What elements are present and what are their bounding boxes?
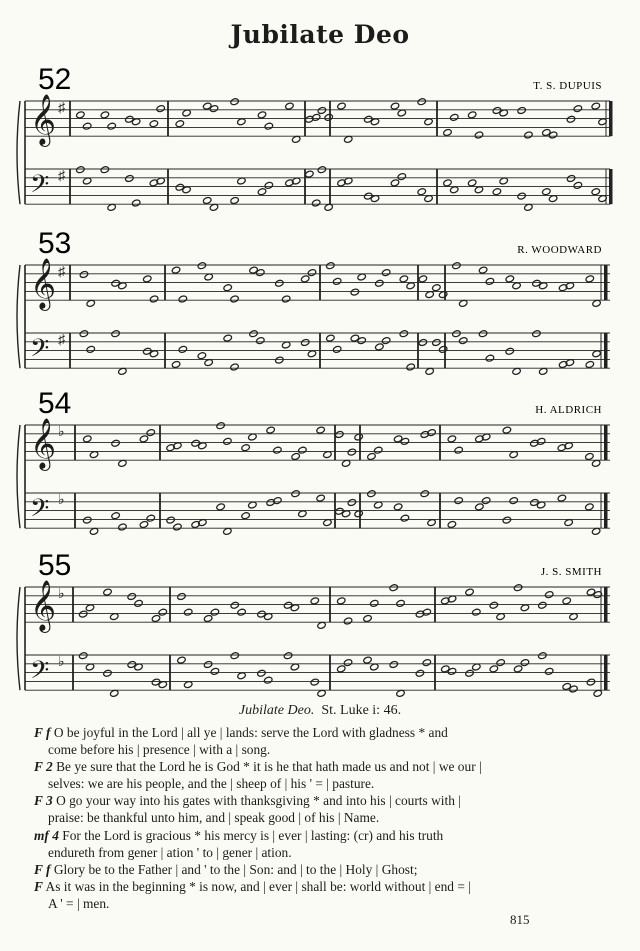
chant-number: 52: [38, 63, 72, 96]
chant-number: 54: [38, 387, 72, 420]
verse-4: mf 4 For the Lord is gracious * his mercy is | ever | lasting: (cr) and his truth: [34, 827, 444, 843]
verse-6: F As it was in the beginning * is now, and | ever | shall be: world without | end = |: [34, 878, 471, 894]
psalm-text: [34, 724, 614, 912]
key-signature-icon: ♭: [58, 587, 65, 602]
chant-caption: [0, 703, 640, 719]
composer-name: J. S. SMITH: [540, 566, 602, 578]
chant-system: [17, 549, 610, 697]
key-signature-icon: ♯: [58, 169, 65, 184]
chant-system: [17, 387, 610, 535]
treble-staff: [25, 418, 610, 471]
key-signature-icon: ♭: [58, 493, 65, 508]
verse-1-continued: come before his | presence | with a | song.: [48, 742, 271, 758]
key-signature-icon: ♭: [58, 655, 65, 670]
verse-3-continued: praise: be thankful unto him, and | speak good | of his | Name.: [48, 810, 380, 826]
key-signature-icon: ♭: [58, 425, 65, 440]
verse-6-continued: A ' = | men.: [48, 895, 110, 911]
page-title: Jubilate Deo: [230, 20, 410, 49]
verse-2: F 2 Be ye sure that the Lord he is God * it is he that hath made us and not | we our |: [34, 759, 482, 775]
chant-number: 53: [38, 227, 72, 260]
bass-clef-icon: 𝄢: [30, 494, 50, 529]
chant-system: [17, 63, 613, 211]
treble-staff: [25, 258, 610, 311]
treble-clef-icon: 𝄞: [30, 258, 57, 309]
composer-name: T. S. DUPUIS: [533, 80, 602, 92]
chant-number: 55: [38, 549, 72, 582]
bass-clef-icon: 𝄢: [30, 334, 50, 369]
verse-1: F f O be joyful in the Lord | all ye | lands: serve the Lord with gladness * and: [34, 725, 448, 740]
verse-4-continued: endureth from gener | ation ' to | gener | ation.: [48, 844, 292, 860]
composer-name: R. WOODWARD: [517, 244, 602, 256]
bass-staff: [25, 333, 610, 369]
treble-clef-icon: 𝄞: [30, 580, 57, 631]
bass-clef-icon: 𝄢: [30, 170, 50, 205]
system-brace-icon: [17, 425, 20, 528]
key-signature-icon: ♯: [58, 333, 65, 348]
system-brace-icon: [17, 101, 20, 204]
treble-clef-icon: 𝄞: [30, 94, 57, 145]
verse-5: F f Glory be to the Father | and ' to the | Son: and | to the | Holy | Ghost;: [34, 861, 418, 877]
system-brace-icon: [17, 265, 20, 368]
bass-staff: [25, 493, 610, 529]
verse-2-continued: selves: we are his people, and the | sheep of | his ' = | pasture.: [48, 776, 375, 792]
chant-system: [17, 227, 610, 375]
verse-3: F 3 O go your way into his gates with thanksgiving * and into his | courts with |: [34, 793, 461, 809]
system-brace-icon: [17, 587, 20, 690]
key-signature-icon: ♯: [58, 101, 65, 116]
key-signature-icon: ♯: [58, 265, 65, 280]
caption-title: Jubilate Deo.: [238, 703, 315, 718]
bass-clef-icon: 𝄢: [30, 656, 50, 691]
composer-name: H. ALDRICH: [535, 404, 602, 416]
caption-reference: St. Luke i: 46.: [321, 703, 402, 718]
page-number: 815: [510, 912, 530, 927]
treble-clef-icon: 𝄞: [30, 418, 57, 469]
